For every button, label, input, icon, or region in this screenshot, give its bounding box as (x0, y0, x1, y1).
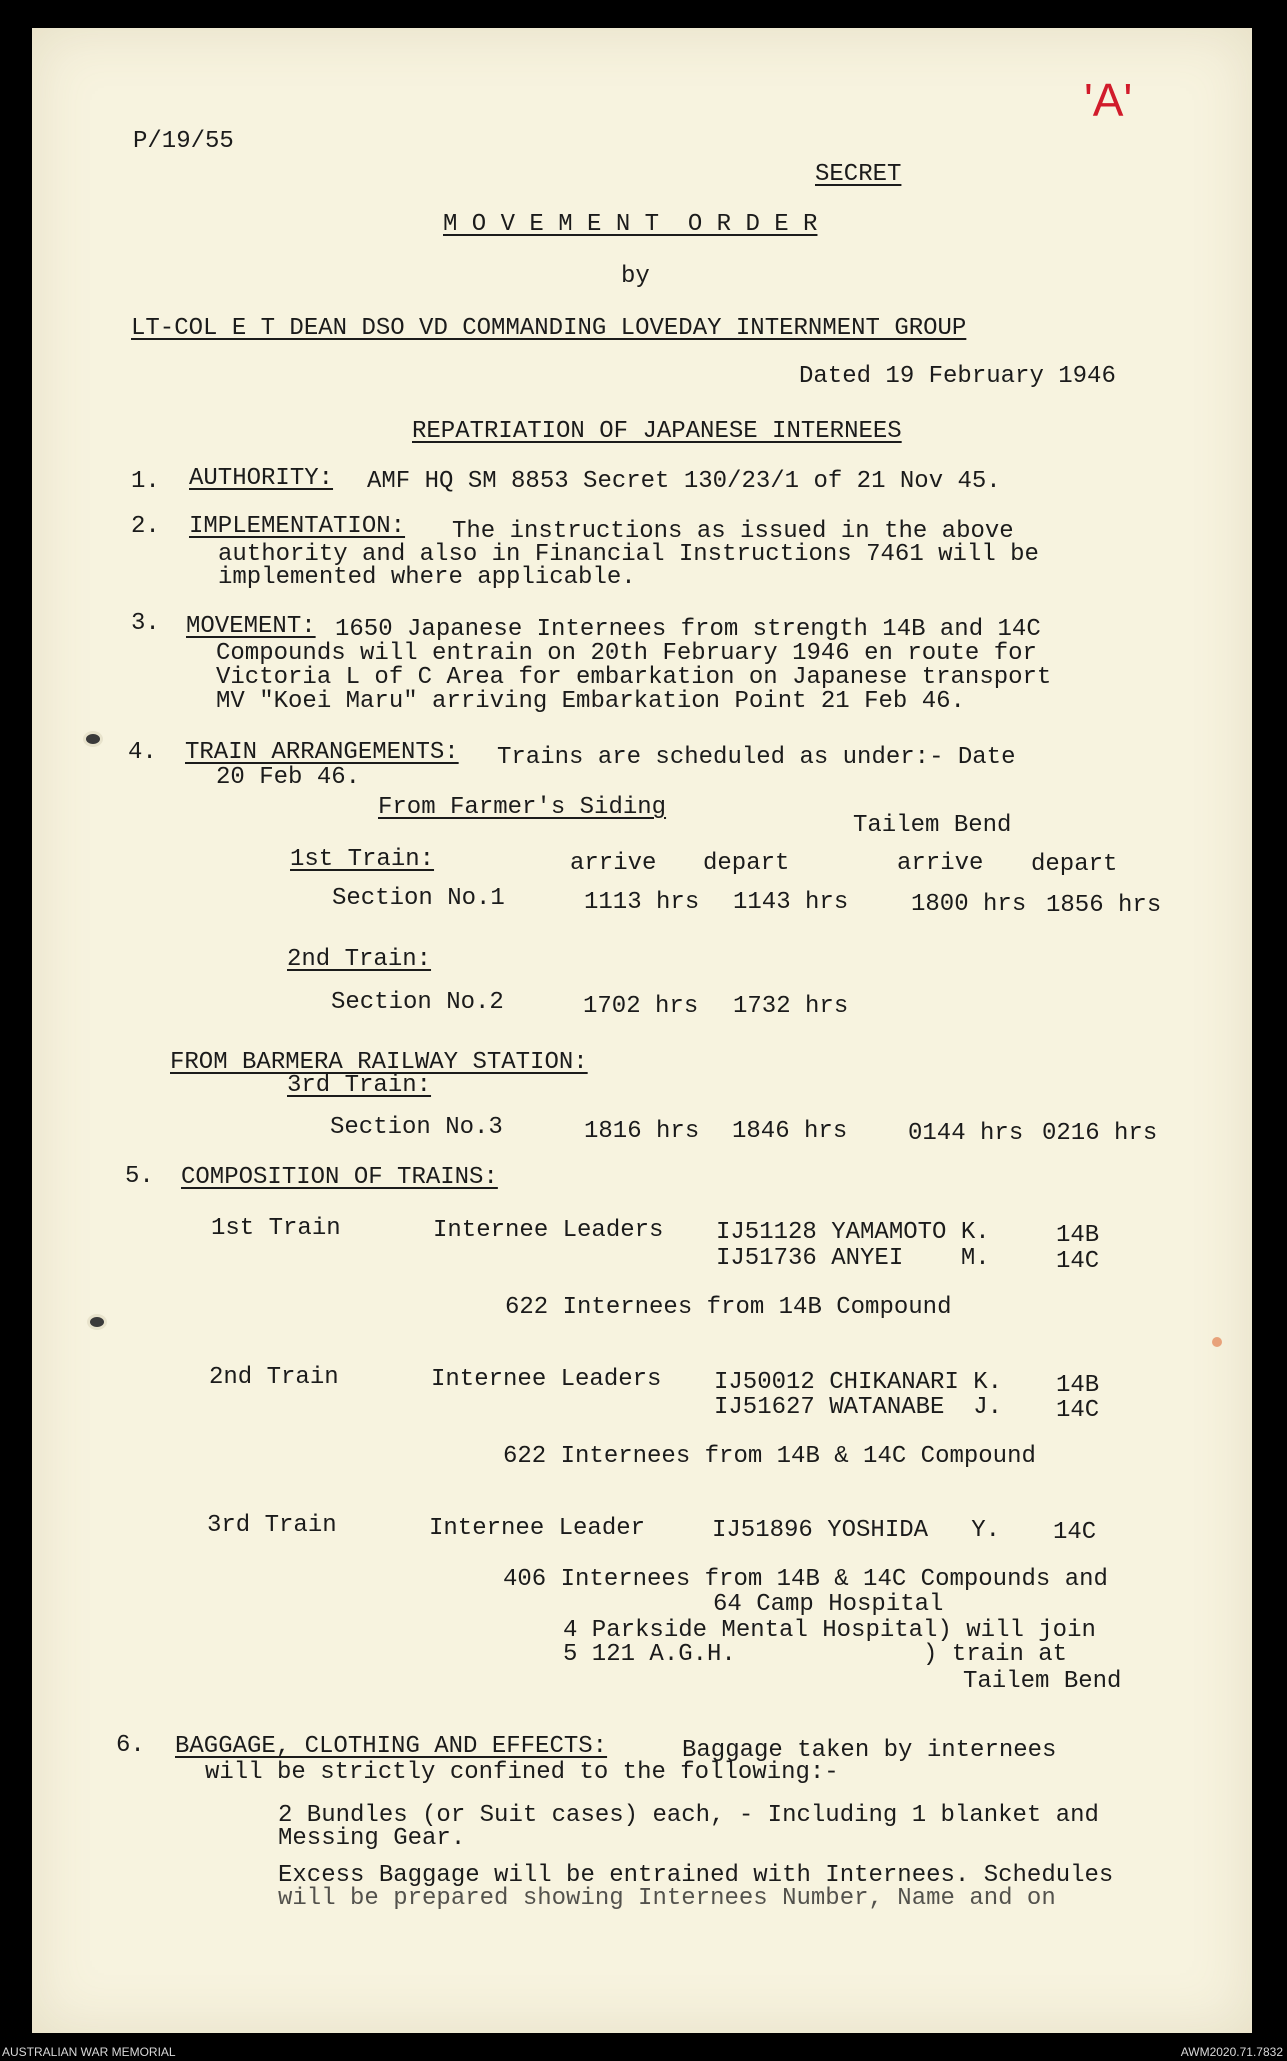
para-text: will be strictly confined to the following:- (205, 1759, 839, 1786)
train-name: 1st Train (211, 1215, 341, 1242)
para-number: 5. (125, 1163, 154, 1190)
para-text: 1650 Japanese Internees from strength 14B and 14C (335, 616, 1041, 643)
para-text: Victoria L of C Area for embarkation on Japanese transport (216, 664, 1052, 691)
origin-barmera: FROM BARMERA RAILWAY STATION: (170, 1049, 588, 1076)
issuer: LT-COL E T DEAN DSO VD COMMANDING LOVEDAY INTERNMENT GROUP (131, 315, 967, 342)
para-heading: IMPLEMENTATION: (189, 513, 406, 540)
file-reference: P/19/55 (133, 128, 234, 155)
time-cell: 1732 hrs (733, 993, 849, 1020)
compound-code: 14C (1053, 1519, 1097, 1546)
leader-entry: IJ50012 CHIKANARI K. (714, 1369, 1003, 1396)
time-cell: 1816 hrs (584, 1118, 700, 1145)
col-arrive: arrive (570, 850, 657, 877)
para-text: 2 Bundles (or Suit cases) each, - Including 1 blanket and (278, 1802, 1099, 1829)
compound-code: 14C (1056, 1248, 1100, 1275)
internee-count: 406 Internees from 14B & 14C Compounds and (503, 1566, 1108, 1593)
para-text: Compounds will entrain on 20th February 1946 en route for (216, 640, 1037, 667)
footer-accession: AWM2020.71.7832 (1180, 2045, 1283, 2059)
para-text: The instructions as issued in the above (452, 518, 1014, 545)
section-label: Section No.1 (332, 885, 505, 912)
punch-hole (90, 1317, 104, 1327)
para-heading: TRAIN ARRANGEMENTS: (185, 739, 459, 766)
train-label: 3rd Train: (287, 1072, 432, 1099)
para-text: Baggage taken by internees (682, 1737, 1057, 1764)
subject-heading: REPATRIATION OF JAPANESE INTERNEES (412, 418, 902, 445)
leader-role: Internee Leaders (433, 1217, 664, 1244)
time-cell: 1702 hrs (583, 993, 699, 1020)
para-text: Trains are scheduled as under:- Date (497, 744, 1016, 771)
destination-tailem-bend: Tailem Bend (853, 812, 1012, 839)
leader-entry: IJ51896 YOSHIDA Y. (712, 1517, 1001, 1544)
section-label: Section No.3 (330, 1114, 503, 1141)
time-cell: 1856 hrs (1046, 892, 1162, 919)
para-text: will be prepared showing Internees Number, Name and on (278, 1885, 1056, 1912)
time-cell: 0144 hrs (908, 1120, 1024, 1147)
origin-farmers-siding: From Farmer's Siding (378, 794, 667, 821)
train-name: 3rd Train (207, 1512, 337, 1539)
para-heading: AUTHORITY: (189, 465, 334, 492)
leader-role: Internee Leader (429, 1515, 646, 1542)
date-line: Dated 19 February 1946 (799, 363, 1116, 390)
train-label: 1st Train: (290, 846, 435, 873)
para-number: 1. (131, 468, 160, 495)
col-depart: depart (703, 850, 790, 877)
section-label: Section No.2 (331, 989, 504, 1016)
para-text: AMF HQ SM 8853 Secret 130/23/1 of 21 Nov 45. (367, 468, 1001, 495)
para-heading: BAGGAGE, CLOTHING AND EFFECTS: (175, 1733, 608, 1760)
punch-hole (86, 734, 100, 744)
leader-role: Internee Leaders (431, 1366, 662, 1393)
annex-mark: 'A' (1084, 74, 1133, 126)
para-text: Excess Baggage will be entrained with Internees. Schedules (278, 1862, 1114, 1889)
time-cell: 1800 hrs (911, 891, 1027, 918)
para-number: 6. (116, 1732, 145, 1759)
time-cell: 1143 hrs (733, 889, 849, 916)
col-arrive: arrive (897, 850, 984, 877)
internee-count: 622 Internees from 14B & 14C Compound (503, 1443, 1036, 1470)
para-text: Messing Gear. (278, 1825, 466, 1852)
join-note: 4 Parkside Mental Hospital) will join (563, 1617, 1096, 1644)
time-cell: 1846 hrs (732, 1118, 848, 1145)
compound-code: 14C (1056, 1397, 1100, 1424)
para-text: implemented where applicable. (218, 564, 636, 591)
footer-source: AUSTRALIAN WAR MEMORIAL (2, 2045, 176, 2059)
join-note: Tailem Bend (963, 1668, 1122, 1695)
document-title: M O V E M E N T O R D E R (443, 211, 818, 238)
leader-entry: IJ51736 ANYEI M. (716, 1245, 990, 1272)
internee-count: 622 Internees from 14B Compound (505, 1294, 952, 1321)
para-text: MV "Koei Maru" arriving Embarkation Point 21 Feb 46. (216, 688, 965, 715)
leader-entry: IJ51128 YAMAMOTO K. (716, 1219, 990, 1246)
compound-code: 14B (1056, 1372, 1100, 1399)
para-heading: COMPOSITION OF TRAINS: (181, 1164, 498, 1191)
join-note: 5 121 A.G.H. ) train at (563, 1641, 1068, 1668)
internee-count: 64 Camp Hospital (713, 1591, 944, 1618)
para-heading: MOVEMENT: (186, 613, 316, 640)
para-number: 3. (131, 610, 160, 637)
para-text: authority and also in Financial Instructions 7461 will be (218, 541, 1039, 568)
stain-mark (1212, 1337, 1222, 1347)
train-name: 2nd Train (209, 1364, 339, 1391)
compound-code: 14B (1056, 1222, 1100, 1249)
train-label: 2nd Train: (287, 946, 432, 973)
col-depart: depart (1031, 851, 1118, 878)
time-cell: 0216 hrs (1042, 1120, 1158, 1147)
para-number: 4. (128, 739, 157, 766)
leader-entry: IJ51627 WATANABE J. (714, 1394, 1003, 1421)
para-number: 2. (131, 513, 160, 540)
para-text: 20 Feb 46. (216, 764, 361, 791)
time-cell: 1113 hrs (584, 889, 700, 916)
by-line: by (621, 263, 650, 290)
classification: SECRET (815, 161, 902, 188)
